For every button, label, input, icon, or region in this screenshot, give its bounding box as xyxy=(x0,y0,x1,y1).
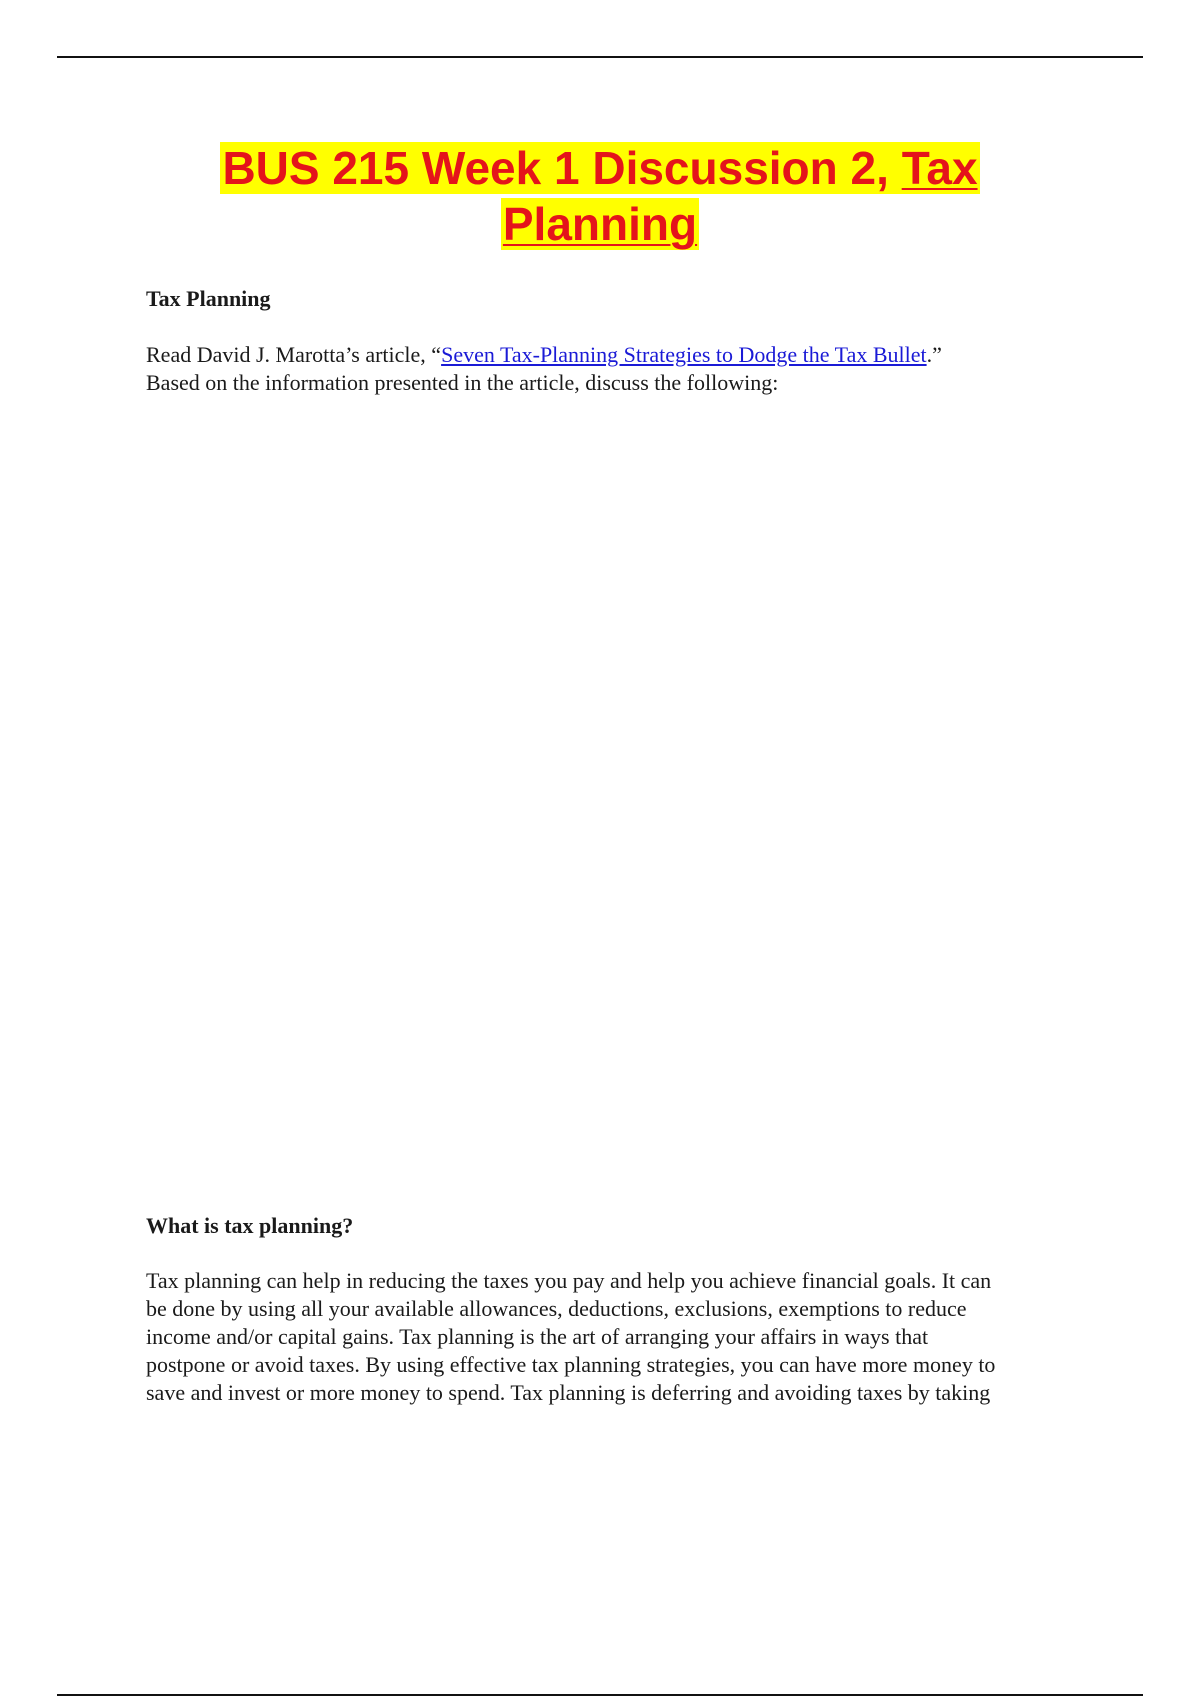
answer-paragraph xyxy=(146,1267,1096,1407)
answer-line: postpone or avoid taxes. By using effective tax planning strategies, you can have more money to xyxy=(146,1352,996,1377)
section-heading-what-is-tax-planning: What is tax planning? xyxy=(146,1213,354,1238)
section-heading-tax-planning: Tax Planning xyxy=(146,286,271,311)
document-title xyxy=(0,140,1200,252)
answer-line: income and/or capital gains. Tax planning is the art of arranging your affairs in ways that xyxy=(146,1324,929,1349)
intro-prefix: Read David J. Marotta’s article, “ xyxy=(146,342,442,367)
article-link[interactable]: Seven Tax-Planning Strategies to Dodge the Tax Bullet xyxy=(441,342,927,367)
title-link-planning[interactable]: Planning xyxy=(502,198,698,250)
intro-suffix: .” xyxy=(926,342,942,367)
title-text: BUS 215 Week 1 Discussion 2, xyxy=(222,142,902,194)
title-highlight xyxy=(220,142,979,194)
intro-paragraph xyxy=(146,341,1096,397)
intro-line-1 xyxy=(146,341,1096,369)
intro-line-2: Based on the information presented in the article, discuss the following: xyxy=(146,370,779,395)
answer-line: save and invest or more money to spend. Tax planning is deferring and avoiding taxes by taking xyxy=(146,1380,991,1405)
title-link-tax[interactable]: Tax xyxy=(901,142,978,194)
answer-line: be done by using all your available allowances, deductions, exclusions, exemptions to reduce xyxy=(146,1296,967,1321)
footer-rule xyxy=(57,1694,1143,1696)
header-rule xyxy=(57,56,1143,58)
answer-line: Tax planning can help in reducing the taxes you pay and help you achieve financial goals. It can xyxy=(146,1268,992,1293)
